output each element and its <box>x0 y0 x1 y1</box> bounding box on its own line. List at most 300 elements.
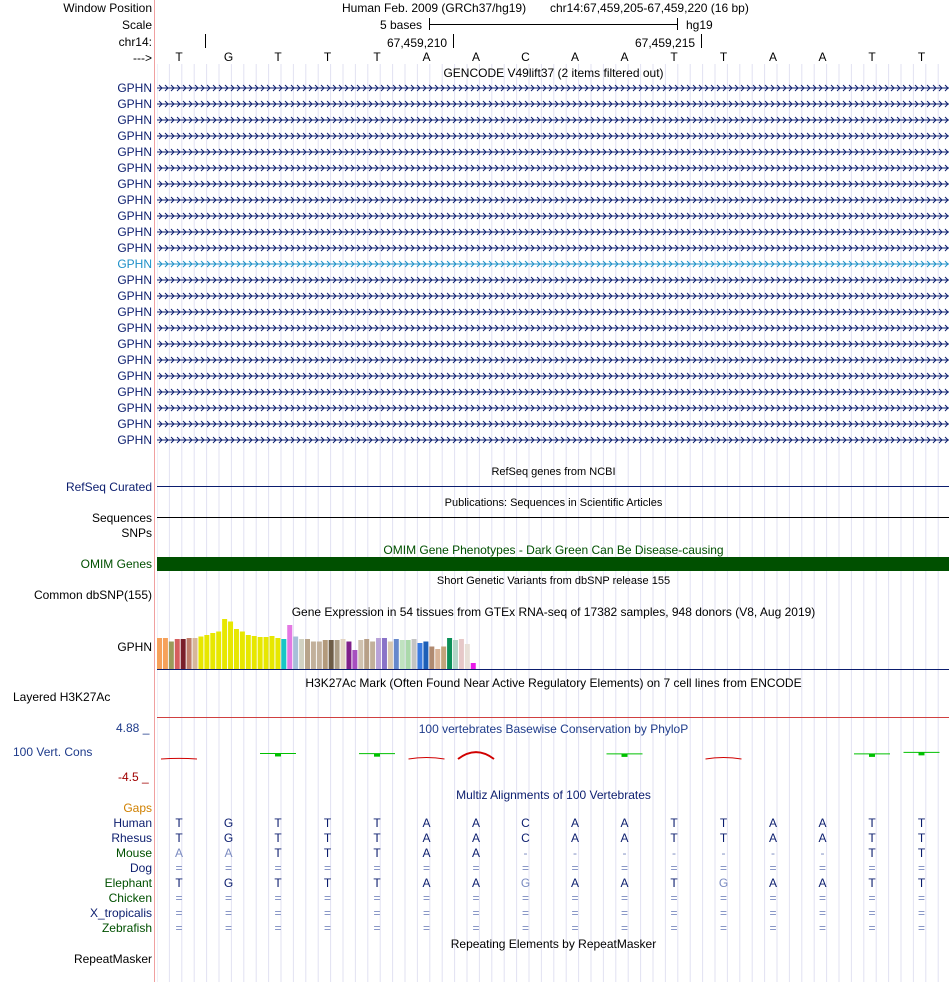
multiz-base: - <box>622 846 627 860</box>
publications-line[interactable] <box>157 517 949 518</box>
multiz-base: = <box>274 861 282 875</box>
multiz-base: = <box>670 891 678 905</box>
gtex-tissue-bar[interactable] <box>400 640 405 669</box>
multiz-base: = <box>719 891 727 905</box>
multiz-base: A <box>570 831 579 845</box>
gtex-tissue-bar[interactable] <box>323 640 328 669</box>
multiz-base: A <box>768 831 777 845</box>
gencode-item-label[interactable]: GPHN <box>117 209 152 223</box>
multiz-base: T <box>868 831 876 845</box>
gtex-tissue-bar[interactable] <box>204 635 209 669</box>
gtex-tissue-bar[interactable] <box>317 642 322 670</box>
gtex-tissue-bar[interactable] <box>193 638 198 669</box>
multiz-base: = <box>719 906 727 920</box>
gtex-tissue-bar[interactable] <box>358 640 363 669</box>
multiz-base: G <box>718 876 729 890</box>
multiz-base: T <box>274 876 282 890</box>
gtex-tissue-bar[interactable] <box>305 639 310 669</box>
gencode-transcript-line[interactable] <box>157 210 949 222</box>
multiz-base: G <box>223 816 234 830</box>
multiz-base: A <box>422 846 431 860</box>
multiz-base: = <box>818 891 826 905</box>
multiz-base: = <box>521 906 529 920</box>
phylop-negative-mark <box>409 758 445 760</box>
snps-label[interactable]: SNPs <box>121 526 152 540</box>
refseq-label[interactable]: RefSeq Curated <box>65 480 152 494</box>
multiz-base: T <box>274 846 282 860</box>
chrom-label: chr14: <box>118 35 152 49</box>
multiz-base: T <box>917 846 926 860</box>
multiz-base: = <box>670 906 678 920</box>
db-name: hg19 <box>686 18 713 32</box>
gencode-item-label[interactable]: GPHN <box>117 385 152 399</box>
multiz-base: = <box>175 891 183 905</box>
gencode-transcript-line[interactable] <box>157 114 949 126</box>
gtex-tissue-bar[interactable] <box>453 640 458 669</box>
phylop-title: 100 vertebrates Basewise Conservation by PhyloP <box>418 722 689 736</box>
multiz-base: T <box>719 831 728 845</box>
phylop-max: 4.88 _ <box>116 721 150 735</box>
gtex-tissue-bar[interactable] <box>269 636 274 669</box>
gencode-item-label[interactable]: GPHN <box>117 97 152 111</box>
gencode-transcript-line[interactable] <box>157 386 949 398</box>
phylop-min: -4.5 _ <box>118 770 149 784</box>
phylop-negative-mark <box>458 752 494 759</box>
multiz-base: A <box>471 816 480 830</box>
base-letter: T <box>373 50 381 64</box>
gtex-tissue-bar[interactable] <box>222 619 227 669</box>
gencode-item-label[interactable]: GPHN <box>117 257 152 271</box>
position-text: chr14:67,459,205-67,459,220 (16 bp) <box>550 1 749 15</box>
multiz-base: A <box>471 876 480 890</box>
gencode-item-label[interactable]: GPHN <box>117 433 152 447</box>
multiz-base: T <box>719 816 728 830</box>
base-letter: C <box>521 50 530 64</box>
multiz-base: T <box>323 816 332 830</box>
phylop-label[interactable]: 100 Vert. Cons <box>13 745 93 759</box>
multiz-base: T <box>175 816 183 830</box>
gtex-tissue-bar[interactable] <box>335 640 340 669</box>
gtex-tissue-bar[interactable] <box>287 625 292 669</box>
gencode-transcript-line[interactable] <box>157 146 949 158</box>
gtex-tissue-bar[interactable] <box>447 638 452 669</box>
multiz-base: = <box>323 921 331 935</box>
gencode-transcript-line[interactable] <box>157 354 949 366</box>
multiz-base: = <box>620 906 628 920</box>
multiz-base: = <box>868 891 876 905</box>
gencode-transcript-line[interactable] <box>157 98 949 110</box>
multiz-base: A <box>620 831 629 845</box>
multiz-species-label[interactable]: X_tropicalis <box>89 906 152 920</box>
phylop-positive-bar <box>869 754 875 757</box>
multiz-base: T <box>868 846 876 860</box>
multiz-base: = <box>175 861 183 875</box>
multiz-base: G <box>520 876 531 890</box>
multiz-base: = <box>323 891 331 905</box>
multiz-base: G <box>223 876 234 890</box>
gencode-transcript-line[interactable] <box>157 178 949 190</box>
multiz-base: T <box>323 846 332 860</box>
multiz-base: T <box>175 831 183 845</box>
phylop-negative-mark <box>706 758 742 760</box>
multiz-base: A <box>570 816 579 830</box>
phylop-positive-bar <box>622 754 628 757</box>
gtex-tissue-bar[interactable] <box>281 639 286 669</box>
multiz-base: = <box>670 921 678 935</box>
multiz-base: T <box>868 816 876 830</box>
strand-label: ---> <box>133 51 152 65</box>
multiz-base: - <box>721 846 726 860</box>
multiz-base: = <box>769 861 777 875</box>
multiz-species-label[interactable]: Dog <box>129 861 152 875</box>
phylop-negative-mark <box>161 758 197 759</box>
gtex-tissue-bar[interactable] <box>441 647 446 670</box>
multiz-base: T <box>373 831 381 845</box>
multiz-base: A <box>620 816 629 830</box>
multiz-base: A <box>422 876 431 890</box>
gtex-tissue-bar[interactable] <box>406 640 411 669</box>
multiz-species-label[interactable]: Human <box>113 816 152 830</box>
gtex-tissue-bar[interactable] <box>459 639 464 669</box>
gencode-title[interactable]: GENCODE V49lift37 (2 items filtered out) <box>443 66 664 80</box>
gtex-title: Gene Expression in 54 tissues from GTEx RNA-seq of 17382 samples, 948 donors (V8, Aug 2019) <box>291 605 816 619</box>
publications-title: Publications: Sequences in Scientific Articles <box>444 497 663 509</box>
coord-tick-2 <box>453 34 454 48</box>
gtex-tissue-bar[interactable] <box>163 638 168 669</box>
base-letter: T <box>719 50 728 64</box>
multiz-base: G <box>223 831 234 845</box>
multiz-base: = <box>422 861 430 875</box>
multiz-base: = <box>422 906 430 920</box>
multiz-base: = <box>472 891 480 905</box>
multiz-base: = <box>917 891 925 905</box>
coord-right: 67,459,215 <box>635 36 696 50</box>
repeatmasker-title: Repeating Elements by RepeatMasker <box>450 937 657 951</box>
multiz-title: Multiz Alignments of 100 Vertebrates <box>456 788 651 802</box>
gencode-transcript-line[interactable] <box>157 370 949 382</box>
phylop-plot[interactable] <box>157 735 950 775</box>
window-position-label: Window Position <box>63 1 152 15</box>
multiz-base: = <box>373 891 381 905</box>
gtex-tissue-bar[interactable] <box>234 629 239 669</box>
dbsnp-label[interactable]: Common dbSNP(155) <box>33 588 152 602</box>
gtex-tissue-bar[interactable] <box>264 637 269 669</box>
publications-label[interactable]: Sequences <box>91 511 152 525</box>
multiz-base: T <box>670 831 678 845</box>
multiz-base: = <box>472 921 480 935</box>
multiz-base: A <box>174 846 183 860</box>
gtex-tissue-bar[interactable] <box>329 640 334 669</box>
gencode-item-label[interactable]: GPHN <box>117 81 152 95</box>
gtex-tissue-bar[interactable] <box>417 643 422 669</box>
gtex-tissue-bar[interactable] <box>364 639 369 669</box>
multiz-base: C <box>521 816 530 830</box>
multiz-base: = <box>422 921 430 935</box>
multiz-base: = <box>571 906 579 920</box>
gtex-tissue-bar[interactable] <box>228 622 233 670</box>
multiz-base: = <box>224 921 232 935</box>
phylop-positive-bar <box>374 754 380 757</box>
scale-bar <box>429 18 678 30</box>
base-letter: T <box>323 50 332 64</box>
multiz-base: = <box>670 861 678 875</box>
coord-tick-3 <box>701 34 702 48</box>
multiz-base: = <box>175 906 183 920</box>
gencode-item-label[interactable]: GPHN <box>117 177 152 191</box>
gencode-transcript-line[interactable] <box>157 306 949 318</box>
multiz-base: A <box>818 831 827 845</box>
base-letter: A <box>422 50 431 64</box>
gencode-item-label[interactable]: GPHN <box>117 273 152 287</box>
multiz-base: = <box>472 906 480 920</box>
multiz-base: = <box>274 921 282 935</box>
omim-title: OMIM Gene Phenotypes - Dark Green Can Be Disease-causing <box>383 543 724 557</box>
base-letter: T <box>917 50 926 64</box>
gencode-transcript-line[interactable] <box>157 242 949 254</box>
gtex-tissue-bar[interactable] <box>412 639 417 669</box>
multiz-base: = <box>323 906 331 920</box>
multiz-base: T <box>373 846 381 860</box>
h3k27ac-label[interactable]: Layered H3K27Ac <box>13 690 111 704</box>
multiz-base: = <box>224 891 232 905</box>
multiz-base: = <box>422 891 430 905</box>
gencode-item-label[interactable]: GPHN <box>117 353 152 367</box>
gencode-item-label[interactable]: GPHN <box>117 241 152 255</box>
multiz-base: T <box>917 831 926 845</box>
multiz-base: T <box>868 876 876 890</box>
multiz-base: = <box>868 921 876 935</box>
multiz-base: = <box>917 921 925 935</box>
gtex-tissue-bar[interactable] <box>258 637 263 669</box>
gtex-tissue-bar[interactable] <box>382 638 387 669</box>
gencode-transcript-line[interactable] <box>157 418 949 430</box>
gencode-item-label[interactable]: GPHN <box>117 369 152 383</box>
base-letter: T <box>175 50 183 64</box>
multiz-base: T <box>917 876 926 890</box>
multiz-species-label[interactable]: Chicken <box>108 891 152 905</box>
multiz-base: = <box>224 906 232 920</box>
gencode-transcript-line[interactable] <box>157 130 949 142</box>
base-letter: A <box>471 50 480 64</box>
multiz-base: C <box>521 831 530 845</box>
gtex-tissue-bar[interactable] <box>465 644 470 669</box>
multiz-base: = <box>373 921 381 935</box>
multiz-base: = <box>224 861 232 875</box>
base-letter: A <box>620 50 629 64</box>
gtex-tissue-bar[interactable] <box>275 638 280 669</box>
gencode-item-label[interactable]: GPHN <box>117 225 152 239</box>
gencode-transcript-line[interactable] <box>157 162 949 174</box>
multiz-base: = <box>472 861 480 875</box>
gtex-tissue-bar[interactable] <box>299 639 304 669</box>
gencode-item-label[interactable]: GPHN <box>117 417 152 431</box>
gencode-transcript-line[interactable] <box>157 274 949 286</box>
omim-label[interactable]: OMIM Genes <box>80 557 152 571</box>
dbsnp-title: Short Genetic Variants from dbSNP release 155 <box>436 575 671 587</box>
multiz-base: = <box>373 906 381 920</box>
gencode-item-label[interactable]: GPHN <box>117 145 152 159</box>
gencode-transcript-line[interactable] <box>157 226 949 238</box>
multiz-base: = <box>868 906 876 920</box>
gencode-transcript-line[interactable] <box>157 322 949 334</box>
gtex-tissue-bar[interactable] <box>388 642 393 670</box>
multiz-base: = <box>769 891 777 905</box>
base-letter: G <box>223 50 234 64</box>
gencode-transcript-line[interactable] <box>157 338 949 350</box>
multiz-base: - <box>523 846 528 860</box>
h3k27ac-line[interactable] <box>157 717 949 718</box>
multiz-base: - <box>820 846 825 860</box>
gaps-label[interactable]: Gaps <box>123 801 152 815</box>
multiz-base: A <box>471 831 480 845</box>
multiz-base: - <box>573 846 577 860</box>
multiz-base: T <box>175 876 183 890</box>
refseq-gene-line[interactable] <box>157 486 949 487</box>
phylop-positive-bar <box>919 752 925 755</box>
multiz-base: = <box>175 921 183 935</box>
multiz-base: A <box>422 831 431 845</box>
multiz-base: = <box>571 891 579 905</box>
gtex-tissue-bar[interactable] <box>311 642 316 670</box>
gtex-tissue-bar[interactable] <box>175 639 180 669</box>
assembly-name: Human Feb. 2009 (GRCh37/hg19) <box>342 1 527 15</box>
omim-gene-bar[interactable] <box>157 557 949 571</box>
gencode-item-label[interactable]: GPHN <box>117 161 152 175</box>
multiz-species-label[interactable]: Mouse <box>115 846 152 860</box>
multiz-species-label[interactable]: Elephant <box>104 876 152 890</box>
coord-tick-1 <box>205 34 206 48</box>
multiz-base: - <box>771 846 775 860</box>
multiz-base: = <box>571 861 579 875</box>
gencode-item-label[interactable]: GPHN <box>117 129 152 143</box>
multiz-base: = <box>620 861 628 875</box>
gtex-tissue-bar[interactable] <box>376 638 381 669</box>
multiz-base: T <box>274 816 282 830</box>
gtex-tissue-bar[interactable] <box>341 639 346 669</box>
coord-left: 67,459,210 <box>387 36 448 50</box>
gtex-tissue-bar[interactable] <box>293 637 298 670</box>
multiz-base: = <box>917 861 925 875</box>
multiz-base: = <box>769 921 777 935</box>
gencode-transcript-line[interactable] <box>157 82 949 94</box>
refseq-title: RefSeq genes from NCBI <box>491 466 616 478</box>
multiz-base: - <box>672 846 676 860</box>
base-letter: T <box>670 50 678 64</box>
base-letter: T <box>868 50 876 64</box>
gencode-item-label[interactable]: GPHN <box>117 337 152 351</box>
multiz-base: = <box>571 921 579 935</box>
multiz-base: = <box>769 906 777 920</box>
multiz-base: = <box>274 906 282 920</box>
gencode-item-label[interactable]: GPHN <box>117 113 152 127</box>
multiz-base: T <box>274 831 282 845</box>
gtex-tissue-bar[interactable] <box>210 633 215 669</box>
multiz-species-label[interactable]: Zebrafish <box>101 921 152 935</box>
gtex-tissue-bar[interactable] <box>352 650 357 669</box>
gencode-item-label[interactable]: GPHN <box>117 305 152 319</box>
gtex-tissue-bar[interactable] <box>429 647 434 670</box>
multiz-base: A <box>224 846 233 860</box>
gtex-tissue-bar[interactable] <box>240 632 245 670</box>
gencode-transcript-line[interactable] <box>157 194 949 206</box>
multiz-base: A <box>471 846 480 860</box>
gtex-tissue-bar[interactable] <box>423 642 428 670</box>
multiz-base: A <box>818 816 827 830</box>
gtex-tissue-bar[interactable] <box>370 642 375 670</box>
multiz-base: T <box>373 816 381 830</box>
multiz-base: = <box>323 861 331 875</box>
multiz-base: = <box>620 891 628 905</box>
gtex-tissue-bar[interactable] <box>157 638 162 669</box>
gtex-tissue-bar[interactable] <box>435 649 440 669</box>
multiz-base: A <box>768 816 777 830</box>
base-letter: A <box>768 50 777 64</box>
multiz-base: = <box>521 861 529 875</box>
multiz-base: T <box>917 816 926 830</box>
multiz-base: T <box>323 876 332 890</box>
multiz-base: = <box>719 861 727 875</box>
multiz-base: = <box>818 861 826 875</box>
gtex-tissue-bar[interactable] <box>169 642 174 670</box>
multiz-base: = <box>373 861 381 875</box>
gtex-bar-chart[interactable] <box>157 619 537 669</box>
gencode-transcript-line[interactable] <box>157 434 949 446</box>
scale-label: Scale <box>121 18 152 32</box>
multiz-base: A <box>768 876 777 890</box>
multiz-base: = <box>719 921 727 935</box>
gencode-item-label[interactable]: GPHN <box>117 401 152 415</box>
multiz-base: = <box>818 921 826 935</box>
multiz-base: T <box>670 816 678 830</box>
h3k27ac-title: H3K27Ac Mark (Often Found Near Active Regulatory Elements) on 7 cell lines from ENCODE <box>305 676 802 690</box>
multiz-base: A <box>818 876 827 890</box>
phylop-positive-bar <box>275 753 281 756</box>
gtex-baseline <box>157 669 949 670</box>
gencode-item-label[interactable]: GPHN <box>117 289 152 303</box>
gtex-tissue-bar[interactable] <box>187 638 192 669</box>
repeatmasker-label[interactable]: RepeatMasker <box>73 952 152 966</box>
gtex-tissue-bar[interactable] <box>346 642 351 670</box>
multiz-base: T <box>670 876 678 890</box>
multiz-base: = <box>917 906 925 920</box>
gtex-label[interactable]: GPHN <box>117 640 152 654</box>
base-letter: A <box>570 50 579 64</box>
multiz-base: = <box>274 891 282 905</box>
gencode-transcript-line[interactable] <box>157 258 949 270</box>
multiz-base: A <box>422 816 431 830</box>
multiz-base: = <box>521 921 529 935</box>
gtex-tissue-bar[interactable] <box>181 639 186 669</box>
gencode-transcript-line[interactable] <box>157 402 949 414</box>
gencode-item-label[interactable]: GPHN <box>117 193 152 207</box>
gtex-tissue-bar[interactable] <box>198 637 203 670</box>
base-letter: T <box>274 50 282 64</box>
gtex-tissue-bar[interactable] <box>394 639 399 669</box>
gtex-tissue-bar[interactable] <box>216 632 221 670</box>
gtex-tissue-bar[interactable] <box>252 636 257 669</box>
base-letter: A <box>818 50 827 64</box>
gencode-transcript-line[interactable] <box>157 290 949 302</box>
gencode-item-label[interactable]: GPHN <box>117 321 152 335</box>
multiz-base: T <box>373 876 381 890</box>
multiz-species-label[interactable]: Rhesus <box>111 831 152 845</box>
multiz-base: = <box>868 861 876 875</box>
multiz-base: = <box>818 906 826 920</box>
scale-text: 5 bases <box>380 18 423 32</box>
gtex-tissue-bar[interactable] <box>246 635 251 669</box>
multiz-base: A <box>570 876 579 890</box>
multiz-base: = <box>521 891 529 905</box>
